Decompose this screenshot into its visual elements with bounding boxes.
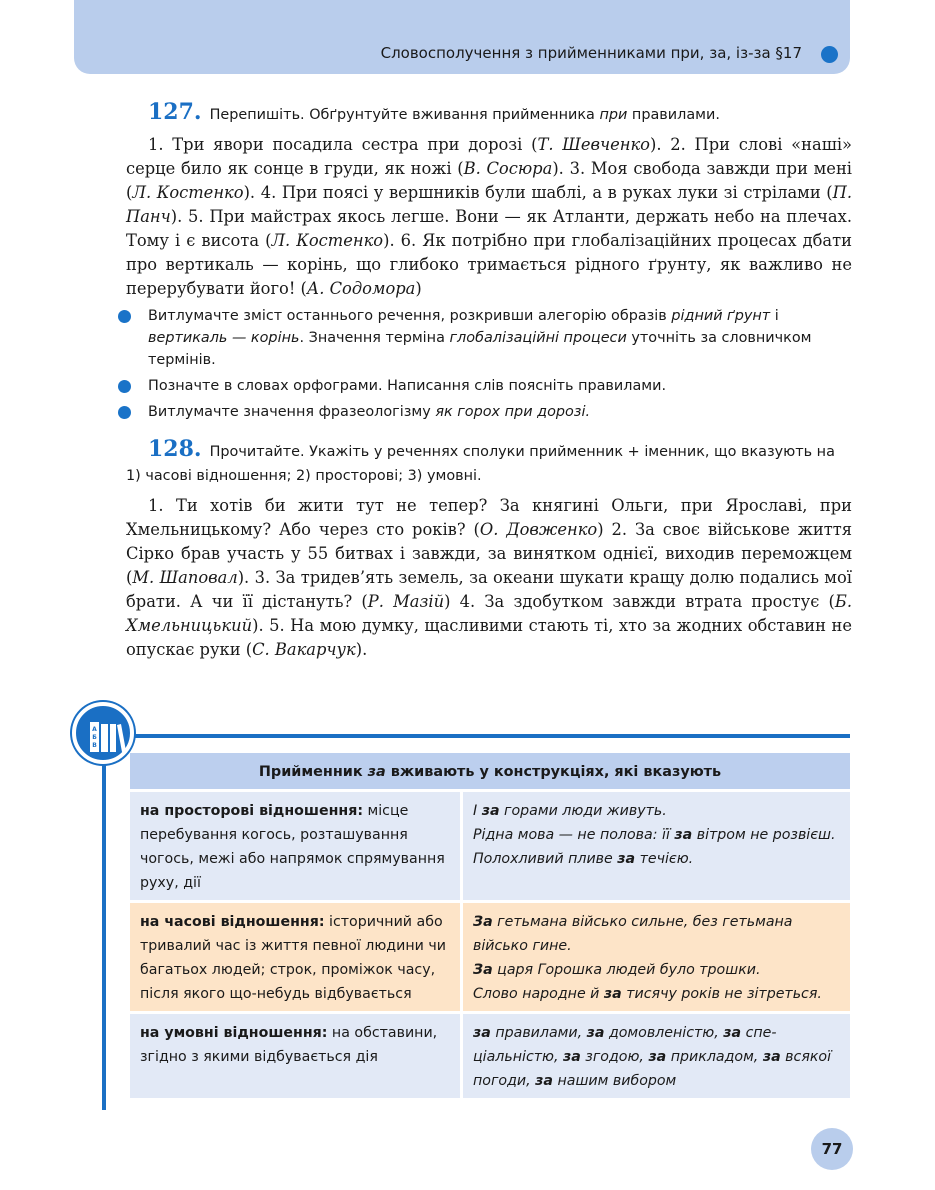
example-line [473,1021,840,1093]
text-run: течією. [635,851,694,867]
exercise-task: Перепишіть. Обґрунтуйте вживання прийменника [209,107,600,123]
exercise-number: 128. [148,436,202,462]
books-icon [88,718,126,756]
bullet-item [126,401,852,423]
running-header-title: Словосполучення з прийменниками при, за, із-за §17 [380,44,802,62]
text-run: ) 4. За здобутком завжди втрата простує ( [444,592,835,611]
text-run: рідний ґрунт [671,308,771,324]
text-run: горами люди живуть. [499,803,667,819]
exercise-128-text [126,494,852,662]
text-run: Р. Мазій [367,592,445,611]
text-run: ). 2. При слові «наші» серце било як сонце в груди, як ножі ( [126,135,852,178]
rule-badge [72,702,134,764]
text-run: царя Горошка людей було трошки. [492,962,761,978]
text-run: тисячу років не зітреться. [621,986,822,1002]
bullet-item [126,375,852,397]
text-run: на обставини, згідно з якими відбувається дія [140,1025,438,1065]
text-run: ) [415,279,422,298]
text-run: за [648,1049,667,1065]
text-run: за [367,764,386,780]
text-run: за [473,1025,491,1041]
text-run: ). [355,640,368,659]
example-line [473,847,840,871]
rule-examples-cell [463,900,850,1011]
rule-definition-cell [130,789,463,900]
exercise-127-text [126,133,852,301]
text-run: ). 5. При майстрах якось легше. Вони — як Атланти, держать небо на плечах. Тому і є висота ( [126,207,852,250]
text-run: А. Содомора [306,279,416,298]
text-run: 1. Ти хотів би жити тут не тепер? За княгині Ольги, при Ярославі, при Хмельницькому? Або через сто років? ( [126,496,852,539]
table-row [130,1011,850,1098]
rule-table [130,753,850,1098]
rule-examples-cell [463,789,850,900]
exercise-128 [126,437,852,662]
text-run: М. Шаповал [132,568,238,587]
text-run: За [473,914,493,930]
header-dot-icon [821,46,838,63]
text-run: історичний або тривалий час із життя певної людини чи багатьох людей; строк, проміжок часу, після якого що-небудь відбувається [140,914,446,1002]
text-run: на часові відношення: [140,914,325,930]
rule-table-heading [130,753,850,789]
text-run: згодою, [580,1049,649,1065]
text-run: місце перебування когось, розташування чогось, межі або напрямок спрямування руху, дії [140,803,445,891]
bullet-text [148,378,666,394]
text-run: Полохливий пливе [473,851,618,867]
text-run: . Значення терміна [299,330,450,346]
text-run: В. Сосюра [463,159,553,178]
text-run: за [586,1025,605,1041]
example-line [473,982,840,1006]
text-run: прикладом, [666,1049,763,1065]
page-number: 77 [811,1128,853,1170]
text-run: Слово народне й [473,986,604,1002]
text-run: всякої погоди, [473,1049,832,1089]
text-run: 1. Три явори посадила сестра при дорозі ( [148,135,538,154]
text-run: Витлумачте зміст останнього речення, розкривши алегорію образів [148,308,672,324]
text-run: вітром не розвієш. [692,827,836,843]
text-run: за [481,803,500,819]
example-line [473,799,840,823]
text-run: Позначте в словах орфограми. Написання слів поясніть правилами. [148,378,667,394]
rule-definition-cell [130,900,463,1011]
page-content [126,100,852,662]
text-run: спеціальністю, [473,1025,777,1065]
bullet-text [148,404,590,420]
text-run: Рідна мова — не полова: її [473,827,675,843]
text-run: Б. Хмельницький [126,592,853,635]
rule-definition-cell [130,1011,463,1098]
rule-examples-cell [463,1011,850,1098]
text-run: домовленістю, [604,1025,724,1041]
exercise-127-bullets [126,305,852,423]
text-run: глобалізаційні процеси [449,330,627,346]
example-line [473,910,840,958]
text-run: за [674,827,693,843]
bullet-dot-icon [118,310,131,323]
text-run: уточніть за словничком термінів. [148,330,812,368]
exercise-127-heading [126,100,852,127]
text-run: ). 4. При поясі у вершників були шаблі, а в руках луки зі стрілами ( [243,183,833,202]
text-run: ). 3. За тридев’ять земель, за океани шукати кращу долю подались мої брати. А чи її дістануть? ( [126,568,852,611]
table-row [130,900,850,1011]
text-run: на просторові відношення: [140,803,364,819]
text-run: Т. Шевченко [537,135,650,154]
text-run: за [562,1049,581,1065]
example-line [473,823,840,847]
text-run: нашим вибором [552,1073,677,1089]
exercise-task-end: правилами. [627,107,720,123]
text-run: гетьмана військо сильне, без гетьмана військо гине. [473,914,793,954]
text-run: ). 6. Як потрібно при глобалізаційних процесах дбати про вертикаль — корінь, що глибоко тримається рідного ґрунту, як важливо не перерубувати його! ( [126,231,852,298]
text-run: С. Вакарчук [252,640,356,659]
rule-side-line [102,736,106,1110]
exercise-task-word: при [599,107,628,123]
text-run: П. Панч [126,183,853,226]
text-run: І [473,803,482,819]
bullet-dot-icon [118,380,131,393]
text-run: За [473,962,493,978]
example-line [473,958,840,982]
svg-text:А: А [92,726,97,733]
text-run: вертикаль — корінь [148,330,300,346]
text-run: як горох при дорозі. [435,404,591,420]
text-run: Л. Костенко [271,231,384,250]
text-run: ) 2. За своє військове життя Сірко брав участь у 55 битвах і завжди, за винятком однієї, виходив переможцем ( [126,520,852,587]
text-run: за [603,986,622,1002]
bullet-text [148,308,812,368]
rule-top-line [102,734,850,738]
text-run: і [770,308,779,324]
exercise-number: 127. [148,99,202,125]
exercise-127 [126,100,852,423]
text-run: за [723,1025,742,1041]
bullet-dot-icon [118,406,131,419]
text-run: Прийменник [258,764,368,780]
exercise-128-heading [126,437,852,488]
text-run: за [762,1049,781,1065]
bullet-item [126,305,852,371]
text-run: ). 3. Моя свобода завжди при мені ( [126,159,853,202]
table-row [130,789,850,900]
text-run: Витлумачте значення фразеологізму [148,404,436,420]
svg-text:Б: Б [92,734,97,741]
text-run: ). 5. На мою думку, щасливими стають ті, хто за жодних обставин не опускає руки ( [126,616,852,659]
text-run: вживають у конструкціях, які вказують [385,764,722,780]
svg-text:В: В [92,742,97,749]
text-run: О. Довженко [479,520,598,539]
text-run: на умовні відношення: [140,1025,328,1041]
text-run: за [617,851,636,867]
text-run: правилами, [490,1025,587,1041]
text-run: за [535,1073,553,1089]
exercise-task: Прочитайте. Укажіть у реченнях сполуки прийменник + іменник, що вказують на 1) часові відношення; 2) просторові; 3) умовні. [126,444,835,484]
header-band [74,0,850,74]
text-run: Л. Костенко [132,183,244,202]
